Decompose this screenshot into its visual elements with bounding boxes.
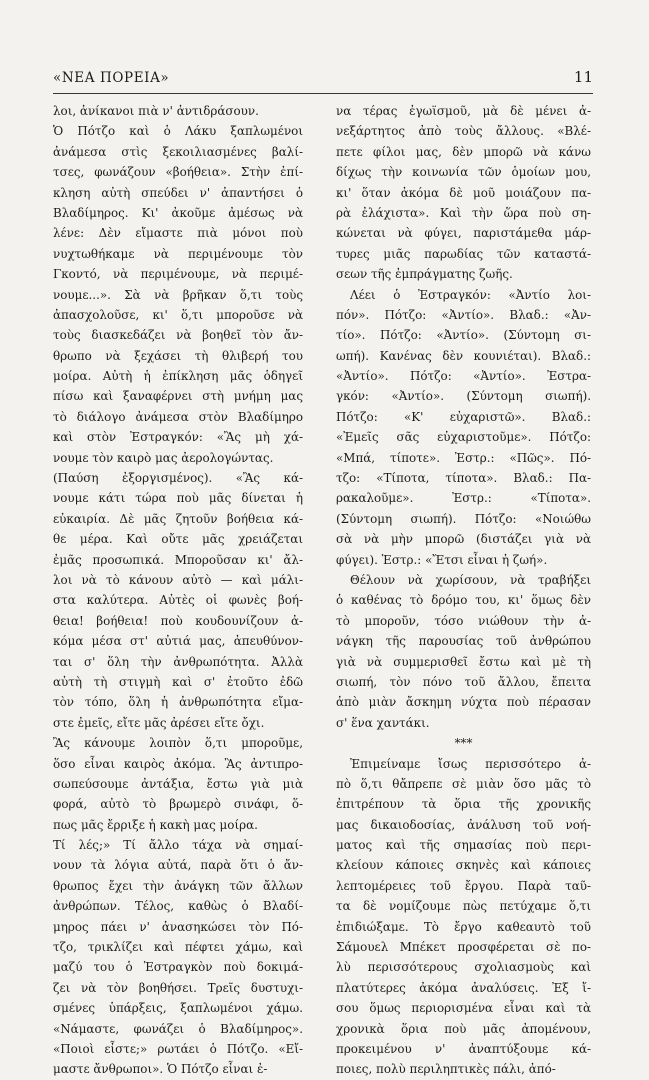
text-line: στε ἐμεῖς, εἴτε μᾶς ἀρέσει εἴτε ὄχι.: [53, 715, 265, 730]
text-line: κι' ὅταν ἀκόμα δὲ μοῦ μοιάζουν πα-: [336, 185, 591, 200]
text-line: μαζύ του ὁ Ἐστραγκὸν ποὺ δοκιμά-: [53, 960, 303, 975]
text-line: νυχτωθήκαμε νὰ περιμένουμε τὸν: [53, 246, 303, 261]
text-column-left: [53, 101, 303, 1077]
text-line: τὸ μποροῦν, τόσο νιώθουν τὴν ἀ-: [336, 613, 591, 628]
text-line: σμένες ὑπάρξεις, ξαπλωμένοι χάμω.: [53, 1001, 303, 1016]
text-line: νουμε...». Σὰ νὰ βρῆκαν ὅ,τι τοὺς: [53, 287, 303, 302]
text-line: τα δὲ νομίζουμε πὼς πετύχαμε ὅ,τι: [336, 899, 591, 914]
text-line: λοι νὰ τὸ κάνουν αὐτὸ — καὶ μάλι-: [53, 572, 303, 587]
text-line: ρακαλοῦμε». Ἐστρ.: «Τίποτα».: [336, 491, 591, 506]
page-number: 11: [573, 68, 593, 86]
text-line: αὐτὴ τὴ στιγμὴ καὶ σ' ἐτοῦτο ἐδῶ: [53, 674, 303, 689]
text-line: στα καλύτερα. Αὐτὲς οἱ φωνὲς βοή-: [53, 593, 303, 608]
text-line: προκειμένου ν' ἀναπτύξουμε κά-: [336, 1041, 591, 1056]
text-line: πίσω καὶ ξαναφέρνει στὴ μνήμη μας: [53, 389, 303, 404]
text-line: μαστε ἄνθρωποι». Ὁ Πότζο εἶναι ἐ-: [53, 1062, 268, 1077]
text-line: σ' ἕνα χαντάκι.: [336, 715, 430, 730]
text-line: κώνεται νὰ φύγει, παριστάμεθα μάρ-: [336, 226, 591, 241]
text-line: ἐπιδιώξαμε. Τὸ ἔργο καθεαυτὸ τοῦ: [336, 919, 591, 934]
text-line: φορά, αὐτὸ τὸ βρωμερὸ σινάφι, ὅ-: [53, 797, 303, 812]
text-line: πόν». Πότζο: «Ἀντίο». Βλαδ.: «Ἀν-: [336, 307, 591, 322]
journal-title: «ΝΕΑ ΠΟΡΕΙΑ»: [53, 70, 170, 86]
text-line: ἀπασχολοῦσε, κι' ὅ,τι μποροῦσε νὰ: [53, 307, 303, 322]
text-line: σιωπή, τὸν πόνο τοῦ ἄλλου, ἔπειτα: [336, 674, 591, 689]
header-rule: [53, 93, 593, 94]
text-line: τζο: «Τίποτα, τίποτα». Βλαδ.: Πα-: [336, 471, 591, 486]
text-line: «Ἀντίο». Πότζο: «Ἀντίο». Ἐστρα-: [336, 369, 591, 384]
text-line: σωπεύσουμε ἀντάξια, ἔστω γιὰ μιὰ: [53, 776, 303, 791]
text-line: νουμε κάτι τώρα ποὺ μᾶς δίνεται ἡ: [53, 491, 303, 506]
text-line: σεων τῆς ἐμπράγματης ζωῆς.: [336, 267, 513, 282]
text-line: Λέει ὁ Ἐστραγκόν: «Ἀντίο λοι-: [350, 287, 591, 302]
text-line: ωπή). Κανένας δὲν κουνιέται). Βλαδ.:: [336, 348, 591, 363]
text-line: Ἐπιμείναμε ἴσως περισσότερο ἀ-: [350, 756, 591, 771]
text-line: εὐκαιρία. Δὲ μᾶς ζητοῦν βοήθεια κά-: [53, 511, 303, 526]
text-line: ματος καὶ τῆς σημασίας ποὺ περι-: [336, 838, 591, 853]
text-line: δίχως τὴν κοινωνία τῶν ὁμοίων μου,: [336, 165, 591, 180]
text-line: νάγκη τῆς παρουσίας τοῦ ἀνθρώπου: [336, 634, 591, 649]
text-line: λοι, ἀνίκανοι πιὰ ν' ἀντιδράσουν.: [53, 104, 259, 118]
text-line: τὸ διάλογο ἀνάμεσα στὸν Βλαδίμηρο: [53, 409, 303, 424]
text-line: πως μᾶς ἔρριξε ἡ κακὴ μας μοίρα.: [53, 817, 258, 832]
text-line: θεια! βοήθεια! ποὺ κουδουνίζουν ἀ-: [53, 613, 303, 628]
text-line: «Μπά, τίποτε». Ἐστρ.: «Πῶς». Πό-: [336, 450, 591, 465]
text-line: Ἂς κάνουμε λοιπὸν ὅ,τι μποροῦμε,: [53, 736, 303, 751]
text-line: χρονικὰ ὅρια ποὺ μᾶς ἀπομένουν,: [336, 1021, 591, 1036]
text-line: Πότζο: «Κ' εὐχαριστῶ». Βλαδ.:: [336, 409, 591, 424]
text-line: ἐπιτρέπουν τὰ ὅρια τῆς χρονικῆς: [336, 797, 591, 812]
text-line: γιὰ νὰ συμμερισθεῖ ἔστω καὶ μὲ τὴ: [336, 654, 591, 669]
text-line: καὶ στὸν Ἐστραγκόν: «Ἂς μὴ χά-: [53, 430, 303, 445]
text-line: μηρος πάει ν' ἀνασηκώσει τὸν Πό-: [53, 919, 303, 934]
text-line: (Σύντομη σιωπή). Πότζο: «Νοιώθω: [336, 511, 591, 526]
text-line: νεξάρτητος ἀπὸ τοὺς ἄλλους. «Βλέ-: [336, 124, 591, 139]
text-line: Βλαδίμηρος. Κι' ἀκοῦμε ἀμέσως νὰ: [53, 205, 303, 220]
text-line: τζο, τρικλίζει καὶ πέφτει χάμω, καὶ: [53, 940, 303, 955]
text-line: Σάμουελ Μπέκετ προσφέρεται σὲ πο-: [336, 940, 591, 955]
text-line: μοίρα. Αὐτὴ ἡ ἐπίκληση μᾶς ὁδηγεῖ: [53, 369, 303, 384]
text-line: τοὺς διασκεδάζει νὰ βοηθεῖ τὸν ἄν-: [53, 328, 303, 343]
column-gutter: [313, 100, 314, 980]
text-line: ζει νὰ τὸν βοηθήσει. Τρεῖς δυστυχι-: [53, 980, 303, 995]
text-line: λένε: Δὲν εἴμαστε πιὰ μόνοι ποὺ: [53, 226, 303, 241]
text-column-right: [336, 101, 591, 1077]
text-line: πλατύτερες ἀκόμα ἀναλύσεις. Ἐξ ἴ-: [336, 980, 591, 995]
text-line: τσες, φωνάζουν «βοήθεια». Στὴν ἐπί-: [53, 165, 303, 180]
text-line: τίο». Πότζο: «Ἀντίο». (Σύντομη σι-: [336, 328, 591, 343]
text-line: Τί λές;» Τί ἄλλο τάχα νὰ σημαί-: [53, 838, 303, 853]
page-header: [53, 66, 593, 90]
text-line: γκόν: «Ἀντίο». (Σύντομη σιωπή).: [336, 389, 591, 404]
text-line: Γκοντό, νὰ περιμένουμε, νὰ περιμέ-: [53, 267, 303, 282]
text-line: λὺ περισσότερους σχολιασμοὺς καὶ: [336, 960, 591, 975]
text-line: κληση αὐτὴ σπεύδει ν' ἀπαντήσει ὁ: [53, 185, 303, 200]
text-line: ρὰ ἐλάχιστα». Καὶ τὴν ὥρα ποὺ ση-: [336, 205, 591, 220]
text-line: νουμε τὸν καιρὸ μας ἀερολογώντας.: [53, 450, 274, 465]
text-line: να τέρας ἐγωϊσμοῦ, μὰ δὲ μένει ἀ-: [336, 104, 591, 118]
text-line: κόμα μέσα στ' αὐτιά μας, ἀπευθύνον-: [53, 634, 303, 649]
text-line: «Νάμαστε, φωνάζει ὁ Βλαδίμηρος».: [53, 1021, 303, 1036]
text-line: λεπτομέρειες τοῦ ἔργου. Παρὰ ταῦ-: [336, 878, 591, 893]
text-line: ἀνθρώπων. Τέλος, καθὼς ὁ Βλαδί-: [53, 899, 303, 914]
text-line: ποιες, πολὺ περιληπτικὲς πάλι, ἀπό-: [336, 1062, 556, 1077]
text-line: πὸ ὅ,τι θἄπρεπε σὲ μιὰν ὅσο μᾶς τὸ: [336, 776, 591, 791]
text-line: σου ὅμως περιορισμένα εἶναι καὶ τὰ: [336, 1001, 591, 1016]
text-line: ***: [454, 736, 473, 751]
text-line: φύγει). Ἐστρ.: «Ἔτσι εἶναι ἡ ζωή».: [336, 552, 548, 567]
text-line: Ὁ Πότζο καὶ ὁ Λάκυ ξαπλωμένοι: [53, 124, 303, 139]
text-line: κλείουν κάποιες σκηνὲς καὶ κάποιες: [336, 858, 591, 873]
text-line: ὅσο εἶναι καιρὸς ἀκόμα. Ἂς ἀντιπρο-: [53, 756, 303, 771]
text-line: τυρες μιᾶς παρωδίας τῶν καταστά-: [336, 246, 591, 261]
text-line: νουν τὰ λόγια αὐτά, παρὰ ὅτι ὁ ἄν-: [53, 858, 303, 873]
text-line: ἐμᾶς προσωπικά. Μποροῦσαν κι' ἄλ-: [53, 552, 303, 567]
text-line: πετε φίλοι μας, δὲν μπορῶ νὰ κάνω: [336, 144, 591, 159]
text-line: ται σ' ὅλη τὴν ἀνθρωπότητα. Ἀλλὰ: [53, 654, 303, 669]
text-line: θε μέρα. Καὶ οὔτε μᾶς χρειάζεται: [53, 532, 303, 547]
text-line: Θέλουν νὰ χωρίσουν, νὰ τραβήξει: [350, 572, 591, 587]
text-line: σὰ νὰ μὴν μπορῶ (διστάζει γιὰ νὰ: [336, 532, 591, 547]
text-line: τὸν τόπο, ὅλη ἡ ἀνθρωπότητα εἴμα-: [53, 695, 303, 710]
text-line: «Ἐμεῖς σᾶς εὐχαριστοῦμε». Πότζο:: [336, 430, 591, 445]
text-line: θρωπος ἔχει τὴν ἀνάγκη τῶν ἄλλων: [53, 878, 303, 893]
text-line: (Παύση ἐξοργισμένος). «Ἂς κά-: [53, 471, 303, 486]
text-line: ἀπὸ μιὰν ἄσκημη νύχτα ποὺ πέρασαν: [336, 695, 591, 710]
text-line: «Ποιοὶ εἶστε;» ρωτάει ὁ Πότζο. «Εἴ-: [53, 1041, 303, 1056]
text-line: ὁ καθένας τὸ δρόμο του, κι' ὅμως δὲν: [336, 593, 591, 608]
text-line: μας δικαιοδοσίας, ἀνάλυση τοῦ νοή-: [336, 817, 591, 832]
text-line: θρωπο νὰ ξεχάσει τὴ θλιβερή του: [53, 348, 303, 363]
text-line: ἀνάμεσα στὶς ξεκοιλιασμένες βαλί-: [53, 144, 303, 159]
